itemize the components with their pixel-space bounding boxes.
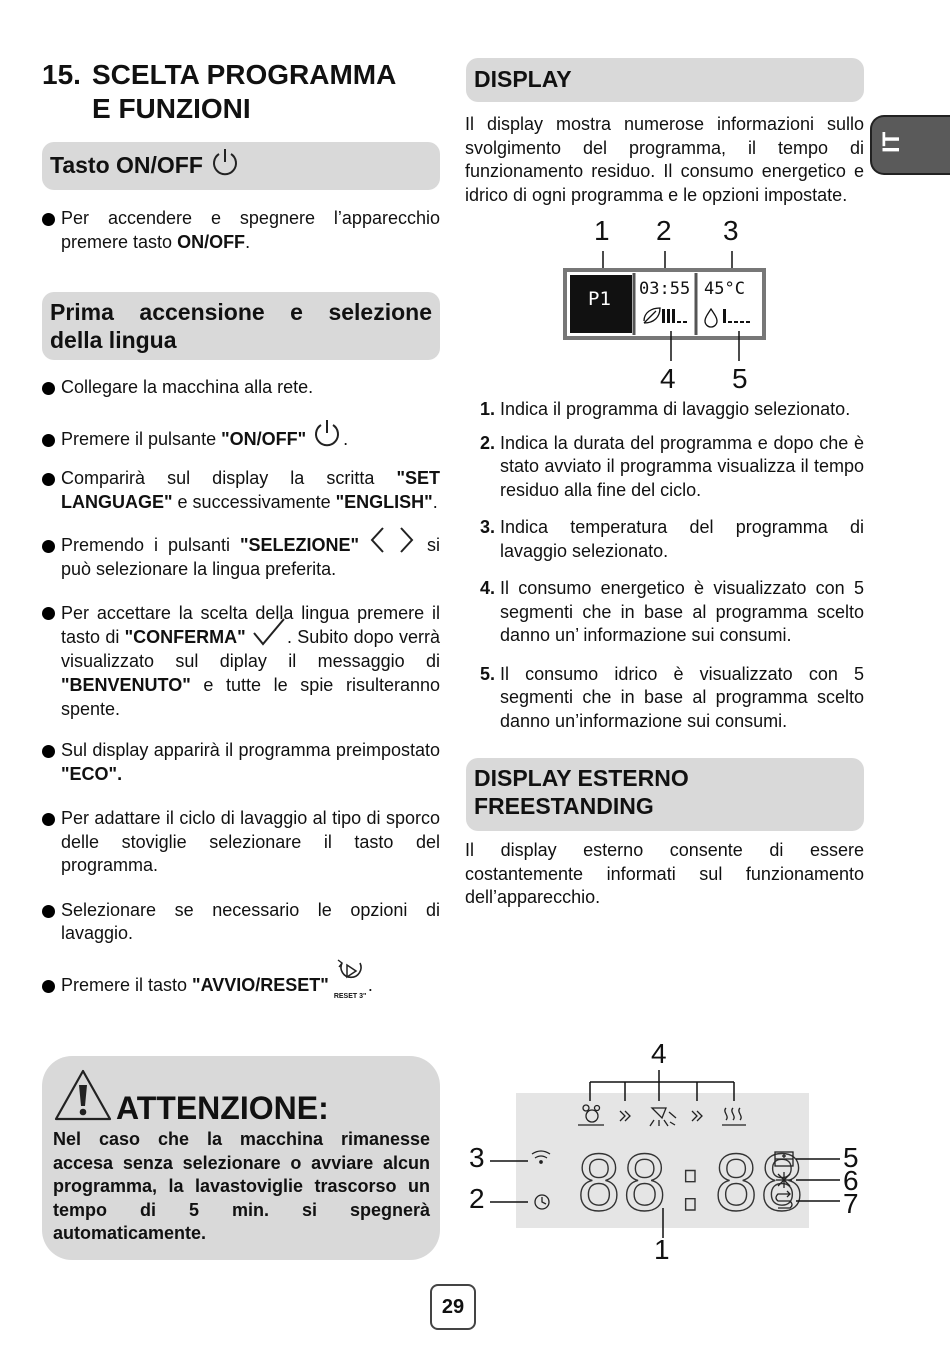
warning-triangle-icon [53, 1068, 113, 1122]
display-time: 03:55 [639, 279, 691, 299]
display-legend-list [466, 398, 864, 733]
step-set-language: Comparirà sul display la scritta "SET LANGUAGE" e successivamente "ENGLISH". [42, 467, 440, 514]
onoff-heading-box [42, 142, 440, 190]
chevron-left-right-icon [369, 525, 417, 555]
ext-label-2: 2 [469, 1183, 485, 1214]
section-title: 15. SCELTA PROGRAMMA E FUNZIONI [42, 59, 397, 124]
left-column [42, 58, 441, 1000]
step-select-program: Per adattare il ciclo di lavaggio al tipo di sporco delle stoviglie selezionare il tasto del programma. [42, 807, 440, 878]
power-icon [209, 146, 241, 178]
list-item: 4. Il consumo energetico è visualizzato con 5 segmenti che in base al programma scelto danno un’ informazione sui consumi. [480, 578, 864, 645]
list-item: 1. Indica il programma di lavaggio selezionato. [480, 399, 851, 419]
display-program: P1 [588, 288, 611, 310]
fig-label-2: 2 [656, 215, 672, 246]
warning-text: Nel caso che la macchina rimanesse accesa senza selezionare o avviare alcun programma, la lavastoviglie trascorso un tempo di 5 min. si spegnerà automaticamente. [53, 1129, 430, 1243]
fig-label-5: 5 [732, 363, 748, 394]
power-icon [311, 417, 343, 449]
external-text: Il display esterno consente di essere costantemente informati sul funzionamento dell’apparecchio. [465, 840, 864, 907]
ext-label-3: 3 [469, 1142, 485, 1173]
step-connect: Collegare la macchina alla rete. [42, 376, 440, 400]
step-select-language: Premendo i pulsanti "SELEZIONE" si può selezionare la lingua preferita. [42, 534, 440, 581]
step-start: Premere il tasto "AVVIO/RESET" RESET 3" . [42, 974, 440, 998]
display-temp: 45°C [704, 279, 745, 299]
sanitize-icon [776, 1172, 792, 1188]
lingua-heading: Prima accensione e selezione della lingua [42, 292, 440, 360]
external-heading: DISPLAY ESTERNO FREESTANDING [466, 758, 864, 831]
ext-label-4: 4 [651, 1038, 667, 1069]
list-item: 2. Indica la durata del programma e dopo che è stato avviato il programma visualizza il tempo residuo alla fine del ciclo. [480, 432, 864, 500]
language-tab: IT [870, 115, 950, 175]
list-item: 3. Indica temperatura del programma di lavaggio selezionato. [480, 517, 864, 561]
ext-label-6: 6 [843, 1165, 859, 1196]
ext-label-7: 7 [843, 1188, 859, 1219]
check-icon [251, 617, 287, 647]
display-intro: Il display mostra numerose informazioni sullo svolgimento del programma, il tempo di funzionamento residuo. Il consumo energetico e idrico di ogni programma e le opzioni impostate. [465, 114, 864, 205]
step-eco-program: Sul display apparirà il programma preimpostato "ECO". [42, 739, 440, 786]
display-heading: DISPLAY [466, 58, 864, 102]
list-item: 5. Il consumo idrico è visualizzato con 5 segmenti che in base al programma scelto danno un’informazione sui consumi. [480, 663, 864, 731]
fig-label-4: 4 [660, 363, 676, 394]
start-reset-icon [333, 957, 368, 1000]
fig-label-3: 3 [723, 215, 739, 246]
right-column [466, 58, 864, 910]
warning-title: ATTENZIONE: [116, 1090, 329, 1126]
step-confirm-language: Per accettare la scelta della lingua premere il tasto di "CONFERMA" . Subito dopo verrà visualizzato sul diplay il messaggio di "BENVENUTO" e tutte le spie risulteranno spente. [42, 601, 440, 721]
step-press-onoff: Premere il pulsante "ON/OFF" . [42, 428, 440, 452]
external-display-panel [466, 1038, 864, 1268]
page-number: 29 [430, 1284, 476, 1330]
fig-label-1: 1 [594, 215, 610, 246]
reset-label: RESET 3" [333, 992, 367, 1000]
ext-label-5: 5 [843, 1142, 859, 1173]
display-digits: 88:88 [576, 1139, 805, 1228]
onoff-instruction: Per accendere e spegnere l’apparecchio premere tasto ON/OFF. [42, 207, 440, 254]
warning-box [42, 1056, 440, 1260]
external-display-figure [466, 1038, 864, 1268]
onoff-heading: Tasto ON/OFF [50, 152, 203, 178]
display-figure [466, 213, 864, 401]
ext-label-1: 1 [654, 1234, 670, 1265]
step-select-options: Selezionare se necessario le opzioni di lavaggio. [42, 899, 440, 946]
